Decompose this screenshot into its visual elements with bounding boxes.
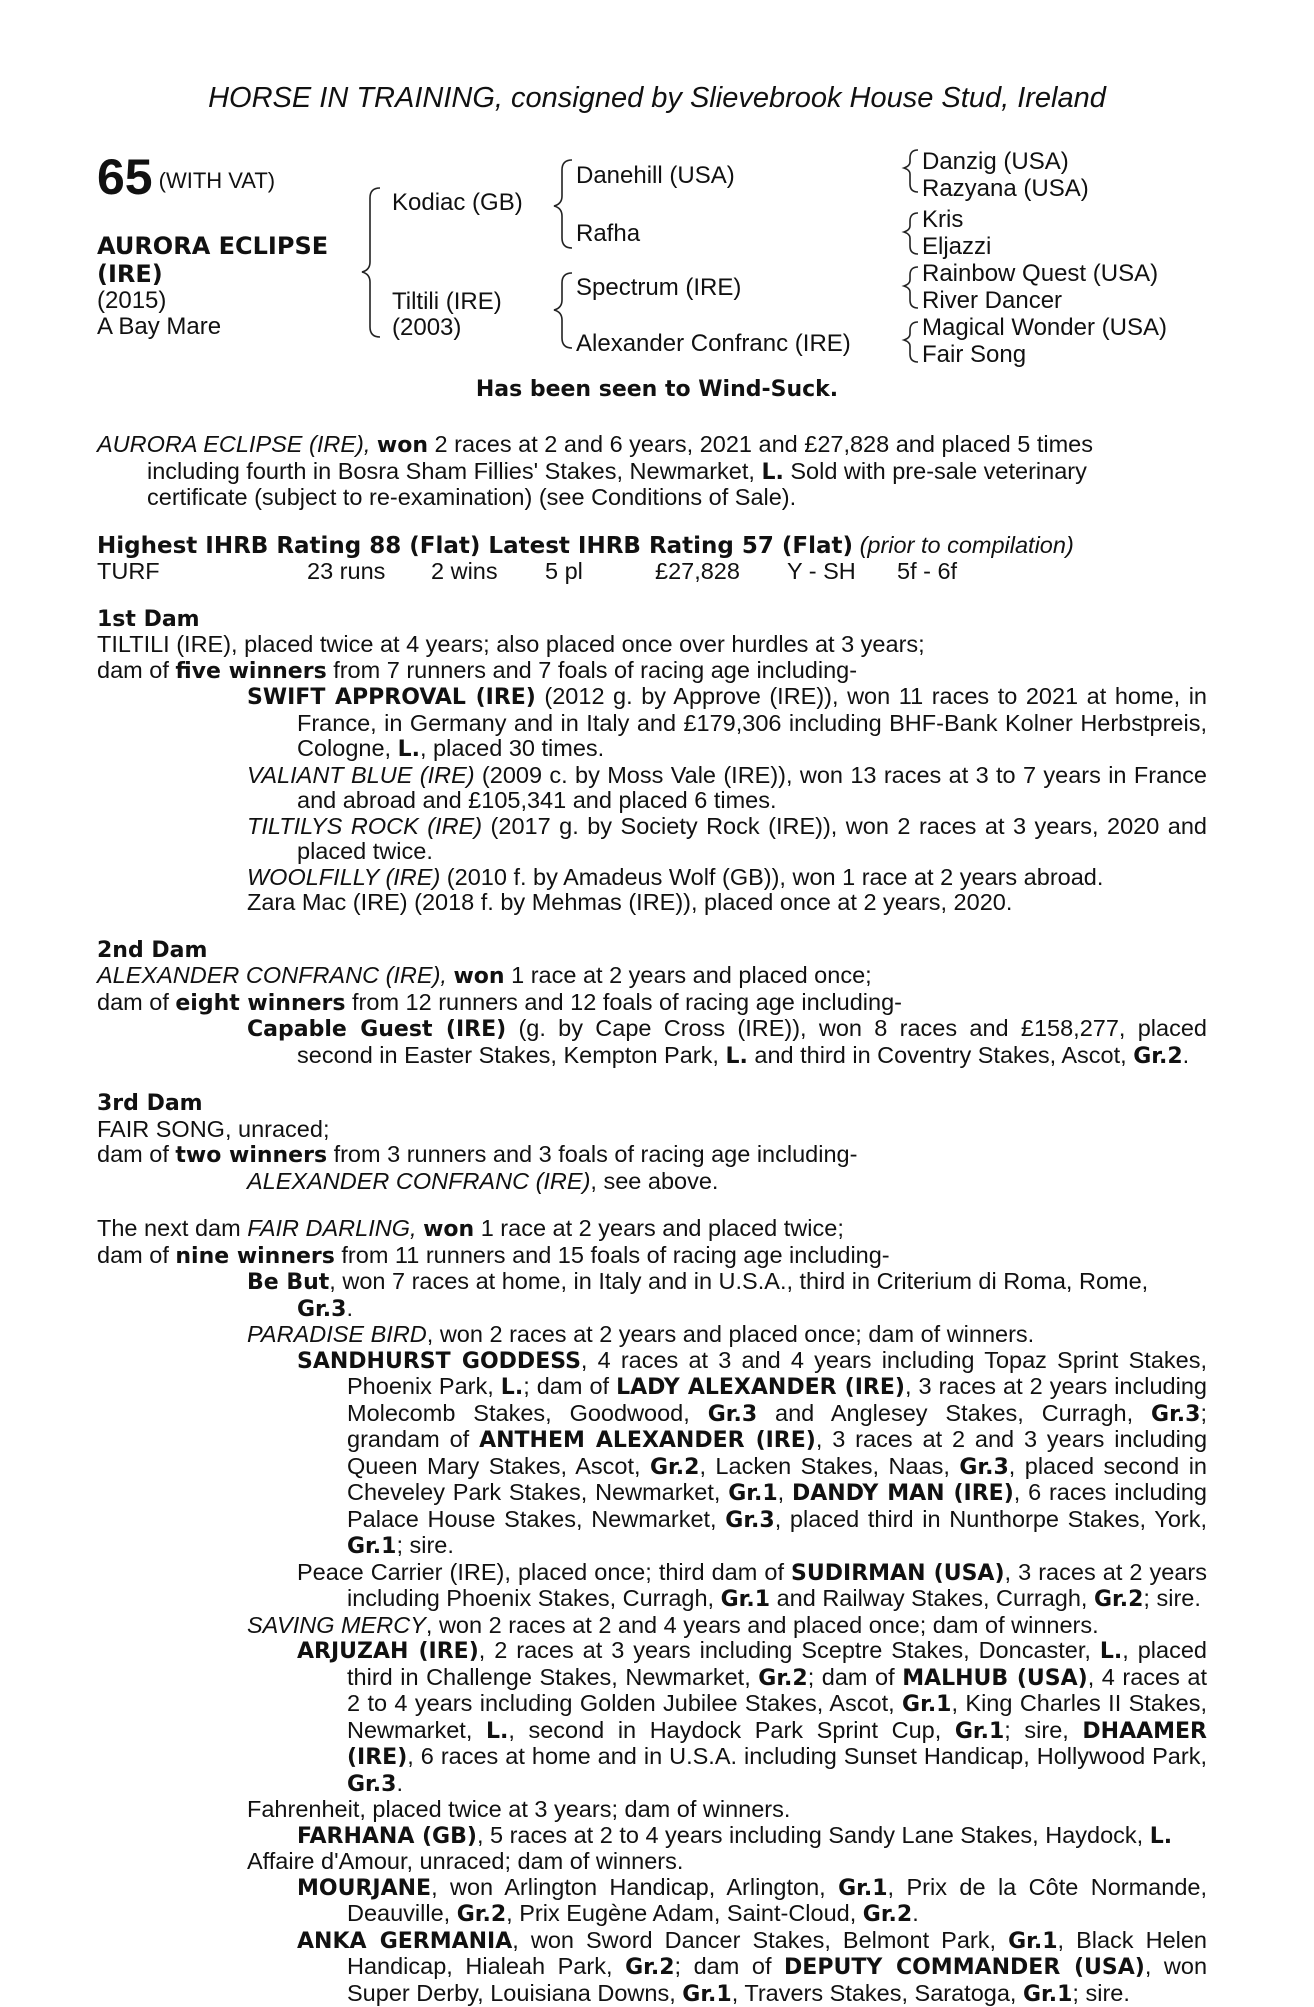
listed-label: L. (761, 460, 783, 485)
gen4-1: Danzig (USA) (922, 148, 1069, 176)
turf-amount: £27,828 (655, 559, 787, 585)
horse-description: A Bay Mare (97, 313, 221, 341)
progeny-saving-mercy: SAVING MERCY, won 2 races at 2 and 4 years and placed once; dam of winners. (97, 1613, 1207, 1639)
gen4-7: Magical Wonder (USA) (922, 314, 1167, 342)
gen4-5: Rainbow Quest (USA) (922, 260, 1158, 288)
horse-year: (2015) (97, 287, 166, 315)
gen4-6: River Dancer (922, 287, 1062, 315)
progeny-be-but: Be But, won 7 races at home, in Italy and in U.S.A., third in Criterium di Roma, Rome, Gr.3. (97, 1269, 1207, 1322)
turf-runs: 23 runs (307, 559, 431, 585)
third-dam-line2: dam of two winners from 3 runners and 3 foals of racing age including- (97, 1142, 1207, 1169)
third-dam-heading: 3rd Dam (97, 1091, 1207, 1117)
gen4-8: Fair Song (922, 341, 1026, 369)
third-dam-line1: FAIR SONG, unraced; (97, 1117, 1207, 1143)
catalogue-body (97, 432, 1207, 2007)
turf-distance: 5f - 6f (897, 559, 957, 585)
turf-surface: TURF (97, 559, 307, 585)
progeny-tiltilys-rock: TILTILYS ROCK (IRE) (2017 g. by Society Rock (IRE)), won 2 races at 3 years, 2020 and placed twice. (97, 814, 1207, 865)
sire-sire: Danehill (USA) (576, 162, 735, 190)
next-dam-line1: The next dam FAIR DARLING, won 1 race at 2 years and placed twice; (97, 1216, 1207, 1243)
rating-note: (prior to compilation) (860, 532, 1074, 558)
first-dam-line1: TILTILI (IRE), placed twice at 4 years; also placed once over hurdles at 3 years; (97, 632, 1207, 658)
turf-wins: 2 wins (431, 559, 545, 585)
progeny-valiant-blue: VALIANT BLUE (IRE) (2009 c. by Moss Vale (IRE)), won 13 races at 3 to 7 years in France and abroad and £105,341 and placed 6 times. (97, 763, 1207, 814)
first-dam-heading: 1st Dam (97, 607, 1207, 633)
sire-name: Kodiac (GB) (392, 189, 523, 217)
second-dam-line1: ALEXANDER CONFRANC (IRE), won 1 race at 2 years and placed once; (97, 963, 1207, 990)
progeny-fahrenheit: Fahrenheit, placed twice at 3 years; dam of winners. (97, 1797, 1207, 1823)
intro-text4: certificate (subject to re-examination) (see Conditions of Sale). (97, 485, 1207, 511)
progeny-affaire-damour: Affaire d'Amour, unraced; dam of winners. (97, 1849, 1207, 1875)
progeny-arjuzah: ARJUZAH (IRE), 2 races at 3 years including Sceptre Stakes, Doncaster, L., placed third in Challenge Stakes, Newmarket, Gr.2; dam of MALHUB (USA), 4 races at 2 to 4 years including Golden Jubilee Stakes, Ascot, Gr.1, King Charles II Stakes, Newmarket, L., second in Haydock Park Sprint Cup, Gr.1; sire, DHAAMER (IRE), 6 races at home and in U.S.A. including Sunset Handicap, Hollywood Park, Gr.3. (97, 1638, 1207, 1797)
intro-text3: Sold with pre-sale veterinary (784, 458, 1087, 484)
wind-suck-notice: Has been seen to Wind-Suck. (0, 377, 1314, 402)
catalogue-header: HORSE IN TRAINING, consigned by Slievebrook House Stud, Ireland (0, 82, 1314, 115)
gen4-3: Kris (922, 206, 963, 234)
progeny-farhana: FARHANA (GB), 5 races at 2 to 4 years including Sandy Lane Stakes, Haydock, L. (97, 1823, 1207, 1850)
won-label: won (377, 433, 428, 458)
second-dam-line2: dam of eight winners from 12 runners and 12 foals of racing age including- (97, 990, 1207, 1017)
dam-name: Tiltili (IRE) (392, 288, 502, 316)
progeny-zara-mac: Zara Mac (IRE) (2018 f. by Mehmas (IRE)), placed once at 2 years, 2020. (97, 890, 1207, 916)
progeny-anka-germania: ANKA GERMANIA, won Sword Dancer Stakes, Belmont Park, Gr.1, Black Helen Handicap, Hialeah Park, Gr.2; dam of DEPUTY COMMANDER (USA), won Super Derby, Louisiana Downs, Gr.1, Travers Stakes, Saratoga, Gr.1; sire. (97, 1928, 1207, 2007)
horse-name-line2: (IRE) (97, 260, 163, 288)
dam-year: (2003) (392, 314, 461, 342)
gen4-2: Razyana (USA) (922, 175, 1089, 203)
lot-number: 65 (97, 149, 153, 205)
intro-paragraph (97, 432, 1207, 511)
progeny-paradise-bird: PARADISE BIRD, won 2 races at 2 years and placed once; dam of winners. (97, 1322, 1207, 1348)
first-dam-line2: dam of five winners from 7 runners and 7 foals of racing age including- (97, 658, 1207, 685)
sire-dam: Rafha (576, 220, 640, 248)
second-dam-heading: 2nd Dam (97, 938, 1207, 964)
next-dam-line2: dam of nine winners from 11 runners and 15 foals of racing age including- (97, 1243, 1207, 1270)
progeny-capable-guest: Capable Guest (IRE) (g. by Cape Cross (IRE)), won 8 races and £158,277, placed second in Easter Stakes, Kempton Park, L. and third in Coventry Stakes, Ascot, Gr.2. (97, 1016, 1207, 1069)
dam-dam: Alexander Confranc (IRE) (576, 330, 851, 358)
rating-text: Highest IHRB Rating 88 (Flat) Latest IHRB Rating 57 (Flat) (97, 533, 853, 559)
intro-text2: including fourth in Bosra Sham Fillies' Stakes, Newmarket, (147, 458, 755, 484)
vat-label: (WITH VAT) (159, 168, 276, 193)
turf-record (97, 559, 1207, 585)
horse-name-line1: AURORA ECLIPSE (97, 232, 328, 260)
progeny-peace-carrier: Peace Carrier (IRE), placed once; third dam of SUDIRMAN (USA), 3 races at 2 years including Phoenix Stakes, Curragh, Gr.1 and Railway Stakes, Curragh, Gr.2; sire. (97, 1560, 1207, 1613)
dam-sire: Spectrum (IRE) (576, 274, 741, 302)
turf-going: Y - SH (787, 559, 897, 585)
progeny-mourjane: MOURJANE, won Arlington Handicap, Arlington, Gr.1, Prix de la Côte Normande, Deauville, Gr.2, Prix Eugène Adam, Saint-Cloud, Gr.2. (97, 1875, 1207, 1928)
progeny-alexander-confranc: ALEXANDER CONFRANC (IRE), see above. (97, 1169, 1207, 1195)
progeny-woolfilly: WOOLFILLY (IRE) (2010 f. by Amadeus Wolf (GB)), won 1 race at 2 years abroad. (97, 865, 1207, 891)
intro-name: AURORA ECLIPSE (IRE), (97, 431, 370, 457)
intro-text1: 2 races at 2 and 6 years, 2021 and £27,828 and placed 5 times (428, 431, 1093, 457)
progeny-swift-approval: SWIFT APPROVAL (IRE) (2012 g. by Approve (IRE)), won 11 races to 2021 at home, in France, in Germany and in Italy and £179,306 including BHF-Bank Kolner Herbstpreis, Cologne, L., placed 30 times. (97, 684, 1207, 763)
rating-line (97, 533, 1207, 560)
progeny-sandhurst-goddess: SANDHURST GODDESS, 4 races at 3 and 4 years including Topaz Sprint Stakes, Phoenix Park, L.; dam of LADY ALEXANDER (IRE), 3 races at 2 years including Molecomb Stakes, Goodwood, Gr.3 and Anglesey Stakes, Curragh, Gr.3; grandam of ANTHEM ALEXANDER (IRE), 3 races at 2 and 3 years including Queen Mary Stakes, Ascot, Gr.2, Lacken Stakes, Naas, Gr.3, placed second in Cheveley Park Stakes, Newmarket, Gr.1, DANDY MAN (IRE), 6 races including Palace House Stakes, Newmarket, Gr.3, placed third in Nunthorpe Stakes, York, Gr.1; sire. (97, 1348, 1207, 1560)
gen4-4: Eljazzi (922, 233, 991, 261)
turf-placed: 5 pl (545, 559, 655, 585)
